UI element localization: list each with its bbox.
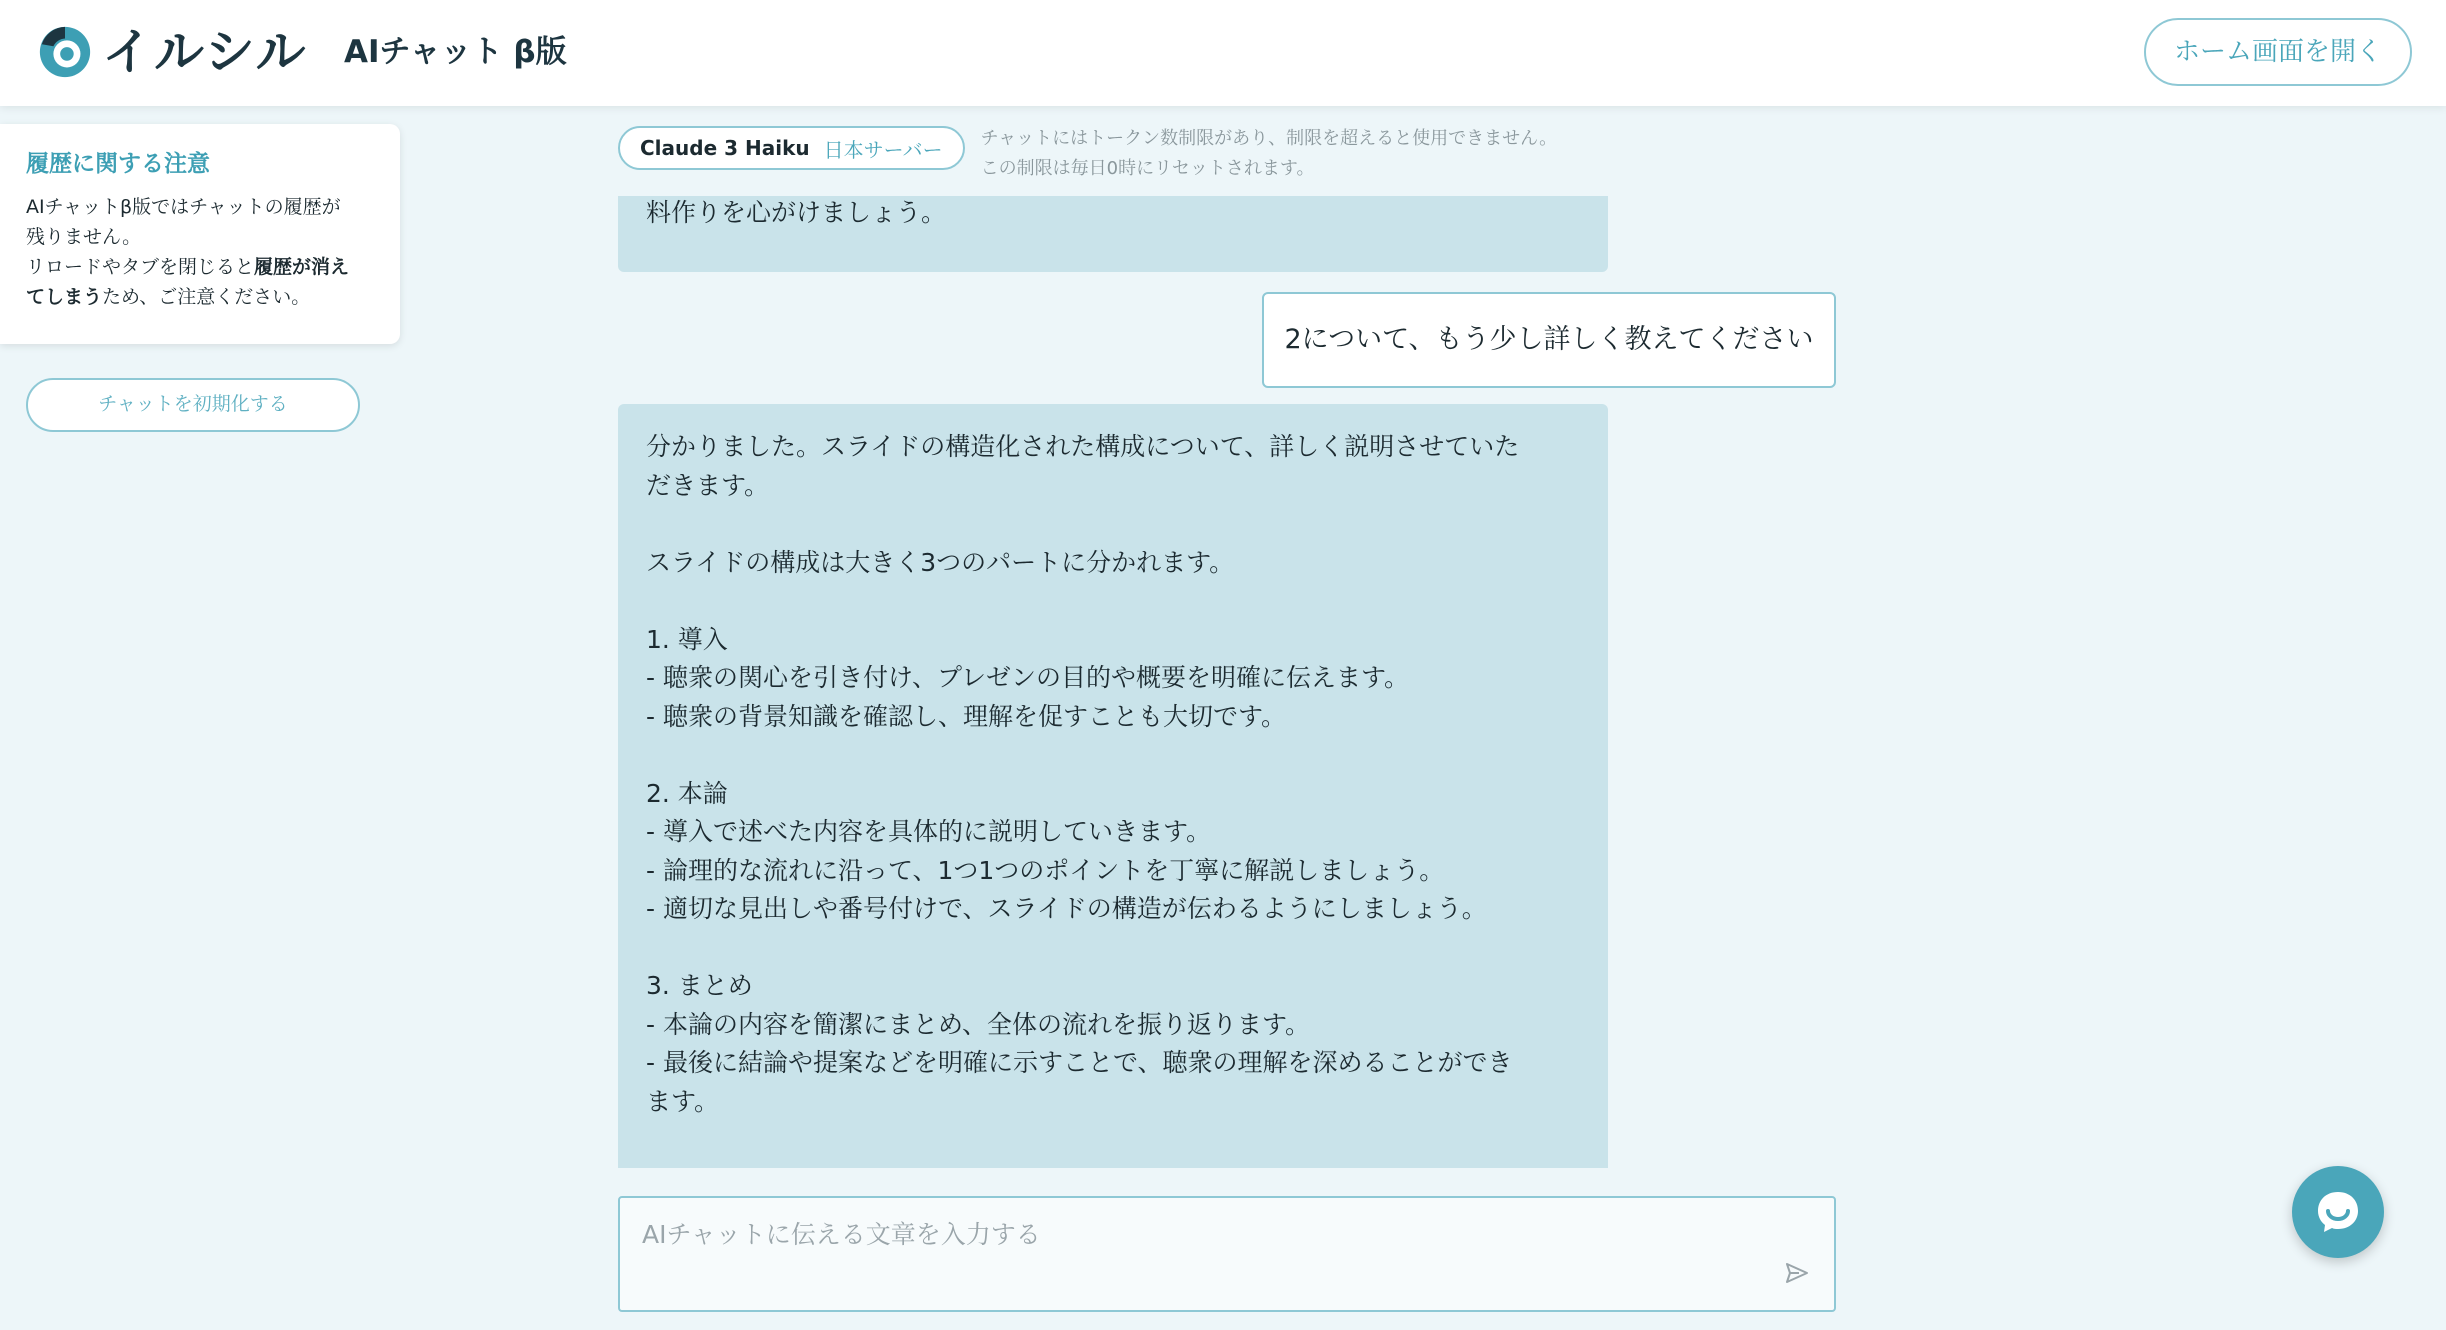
reset-chat-button[interactable]: チャットを初期化する [26,378,360,432]
message-line: - 聴衆の背景知識を確認し、理解を促すことも大切です。 [646,701,1286,731]
history-notice-card [0,124,400,344]
brand-logo[interactable] [36,22,308,82]
model-info-row [618,124,1557,196]
notice-line: AIチャットβ版ではチャットの履歴が [26,196,341,218]
message-line: スライドの構成は大きく3つのパートに分かれます。 [646,547,1235,577]
message-line: - 最後に結論や提案などを明確に示すことで、聴衆の理解を深めることができ [646,1048,1513,1077]
message-line [646,505,1580,544]
open-home-button[interactable]: ホーム画面を開く [2144,18,2412,86]
model-selector[interactable] [618,126,965,170]
token-note-line: この制限は毎日0時にリセットされます。 [980,158,1315,179]
send-icon [1785,1262,1809,1284]
send-button[interactable] [1782,1258,1812,1288]
chat-support-icon [2310,1184,2366,1240]
ai-message-previous [618,196,1608,272]
notice-emphasis: 履歴が消え [254,256,350,278]
notice-line [26,252,374,282]
message-line: 分かりました。スライドの構造化された構成について、詳しく説明させていた [646,432,1520,461]
top-header [0,0,2446,106]
chat-messages[interactable] [618,196,1836,1168]
model-name: Claude 3 Haiku [640,136,810,160]
app-title: AIチャット β版 [344,34,567,70]
message-line: - 適切な見出しや番号付けで、スライドの構造が伝わるようにしましょう。 [646,894,1487,923]
chat-support-button[interactable] [2292,1166,2384,1258]
message-line: - 聴衆の関心を引き付け、プレゼンの目的や概要を明確に伝えます。 [646,663,1409,692]
message-line: ます。 [646,1086,720,1116]
message-line: - 導入で述べた内容を具体的に説明していきます。 [646,817,1211,846]
message-line [646,929,1580,968]
notice-body [26,192,374,312]
token-note-line: チャットにはトークン数制限があり、制限を超えると使用できません。 [980,128,1558,149]
ai-message [618,404,1608,1168]
notice-text: リロードやタブを閉じると [26,256,255,278]
chat-input-box [618,1196,1836,1312]
message-line: 料作りを心がけましょう。 [646,198,947,227]
logo-icon [36,23,94,81]
message-line: - 本論の内容を簡潔にまとめ、全体の流れを振り返ります。 [646,1009,1310,1039]
notice-text: ため、ご注意ください。 [102,286,311,308]
user-message: 2について、もう少し詳しく教えてください [1262,292,1836,388]
model-server: 日本サーバー [823,137,943,162]
notice-line [26,282,374,312]
message-line: - 論理的な流れに沿って、1つ1つのポイントを丁寧に解説しましょう。 [646,855,1445,885]
logo-text: イルシル [102,23,308,81]
token-limit-note [981,124,1558,184]
chat-input[interactable] [642,1214,1742,1254]
message-line: 1. 導入 [646,624,728,654]
message-line: だきます。 [646,470,770,500]
message-line: 3. まとめ [646,971,753,1000]
message-line: 2. 本論 [646,778,728,808]
message-line [646,582,1580,621]
notice-line: 残りません。 [26,226,142,248]
notice-emphasis: てしまう [26,286,103,308]
notice-title: 履歴に関する注意 [26,151,210,177]
message-line [646,736,1580,775]
